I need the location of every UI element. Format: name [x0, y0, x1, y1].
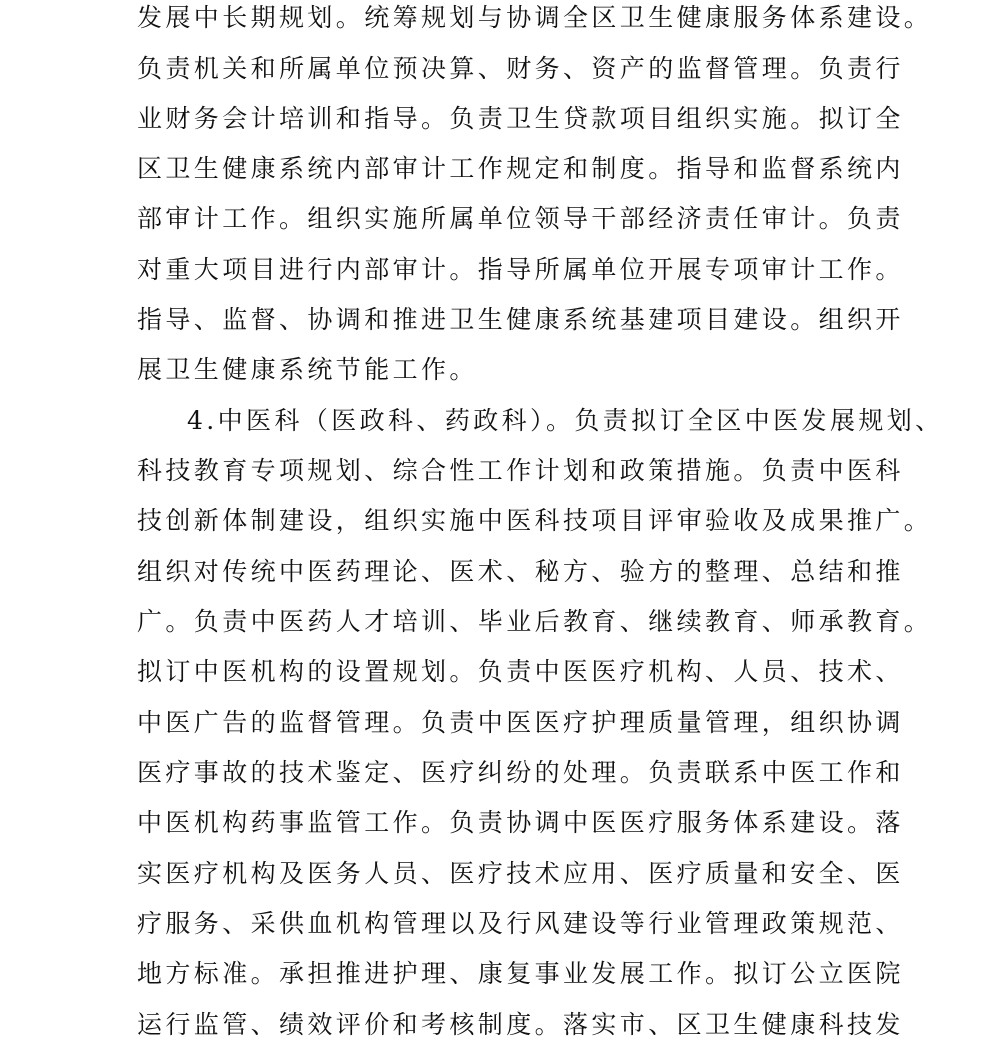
text-line: 组织对传统中医药理论、医术、秘方、验方的整理、总结和推: [137, 557, 904, 586]
text-line: 广。负责中医药人才培训、毕业后教育、继续教育、师承教育。: [137, 607, 933, 636]
text-line: 业财务会计培训和指导。负责卫生贷款项目组织实施。拟订全: [137, 104, 904, 133]
text-line: 指导、监督、协调和推进卫生健康系统基建项目建设。组织开: [137, 305, 904, 334]
text-line: 地方标准。承担推进护理、康复事业发展工作。拟订公立医院: [137, 959, 904, 988]
text-line: 医疗事故的技术鉴定、医疗纠纷的处理。负责联系中医工作和: [137, 758, 904, 787]
text-line: 科技教育专项规划、综合性工作计划和政策措施。负责中医科: [137, 456, 904, 485]
text-line: 发展中长期规划。统筹规划与协调全区卫生健康服务体系建设。: [137, 3, 933, 32]
text-line: 4.中医科（医政科、药政科）。负责拟订全区中医发展规划、: [187, 406, 944, 435]
text-line: 拟订中医机构的设置规划。负责中医医疗机构、人员、技术、: [137, 657, 904, 686]
text-line: 运行监管、绩效评价和考核制度。落实市、区卫生健康科技发: [137, 1010, 904, 1039]
text-line: 中医机构药事监管工作。负责协调中医医疗服务体系建设。落: [137, 808, 904, 837]
text-line: 技创新体制建设，组织实施中医科技项目评审验收及成果推广。: [137, 506, 933, 535]
text-line: 对重大项目进行内部审计。指导所属单位开展专项审计工作。: [137, 255, 904, 284]
text-line: 疗服务、采供血机构管理以及行风建设等行业管理政策规范、: [137, 909, 904, 938]
text-line: 中医广告的监督管理。负责中医医疗护理质量管理，组织协调: [137, 708, 904, 737]
text-line: 实医疗机构及医务人员、医疗技术应用、医疗质量和安全、医: [137, 859, 904, 888]
text-line: 负责机关和所属单位预决算、财务、资产的监督管理。负责行: [137, 54, 904, 83]
text-line: 部审计工作。组织实施所属单位领导干部经济责任审计。负责: [137, 204, 904, 233]
text-line: 展卫生健康系统节能工作。: [137, 355, 478, 384]
text-line: 区卫生健康系统内部审计工作规定和制度。指导和监督系统内: [137, 154, 904, 183]
